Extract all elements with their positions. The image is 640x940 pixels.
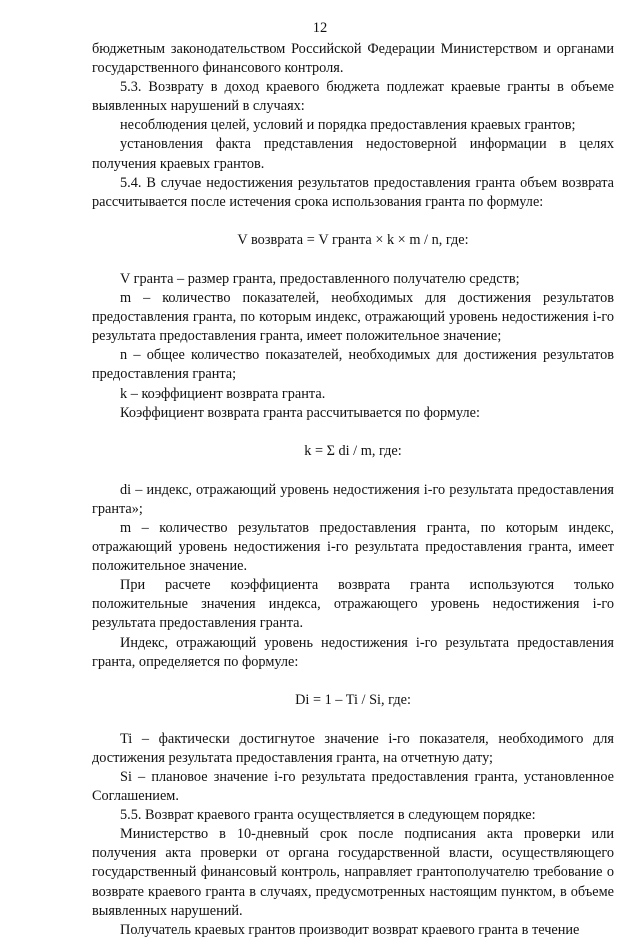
paragraph-index-intro: Индекс, отражающий уровень недостижения i-го результата предоставления гранта, определяется по формуле:: [92, 634, 614, 670]
definition-k: k – коэффициент возврата гранта.: [120, 385, 326, 402]
paragraph-coefficient-intro: Коэффициент возврата гранта рассчитывается по формуле:: [120, 404, 480, 421]
definition-ti: Ti – фактически достигнутое значение i-го показателя, необходимого для достижения результата предоставления гранта, на отчетную дату;: [92, 730, 614, 766]
paragraph-5-5: 5.5. Возврат краевого гранта осуществляется в следующем порядке:: [120, 807, 536, 824]
paragraph-positive-values: При расчете коэффициента возврата гранта используются только положительные значения индекса, отражающего уровень недостижения i-го результата предоставления гранта.: [92, 577, 614, 632]
paragraph-5-3: 5.3. Возврату в доход краевого бюджета подлежат краевые гранты в объеме выявленных нарушений в случаях:: [92, 79, 614, 115]
formula-index: Di = 1 – Ti / Si, где:: [295, 691, 411, 708]
paragraph-continuation: бюджетным законодательством Российской Федерации Министерством и органами государственного финансового контроля.: [92, 41, 614, 77]
definition-n: n – общее количество показателей, необходимых для достижения результатов предоставления гранта;: [92, 347, 614, 383]
definition-m: m – количество показателей, необходимых для достижения результатов предоставления гранта, по которым индекс, отражающий уровень недостижения i-го результата предоставления гранта, имеет положительное значение;: [92, 290, 614, 345]
definition-v-grant: V гранта – размер гранта, предоставленного получателю средств;: [120, 270, 520, 287]
paragraph-recipient-return: Получатель краевых грантов производит возврат краевого гранта в течение: [120, 921, 580, 938]
list-item-violation-conditions: несоблюдения целей, условий и порядка предоставления краевых грантов;: [120, 117, 576, 134]
document-body: [92, 40, 614, 940]
page-number: 12: [312, 20, 328, 36]
formula-return-volume: V возврата = V гранта × k × m / n, где:: [237, 231, 469, 248]
definition-si: Si – плановое значение i-го результата предоставления гранта, установленное Соглашением.: [92, 769, 614, 805]
formula-coefficient: k = Σ di / m, где:: [304, 442, 402, 459]
paragraph-5-4: 5.4. В случае недостижения результатов предоставления гранта объем возврата рассчитывается после истечения срока использования гранта по формуле:: [92, 174, 614, 210]
paragraph-ministry-procedure: Министерство в 10-дневный срок после подписания акта проверки или получения акта проверки от органа государственной власти, осуществляющего государственный финансовый контроль, направляет грантополучателю требование о возврате краевого гранта в случаях, предусмотренных настоящим пунктом, в объеме выявленных нарушений.: [92, 826, 614, 919]
definition-di: di – индекс, отражающий уровень недостижения i-го результата предоставления гранта»;: [92, 481, 614, 517]
list-item-false-info: установления факта представления недостоверной информации в целях получения краевых грантов.: [92, 136, 614, 172]
definition-m-results: m – количество результатов предоставления гранта, по которым индекс, отражающий уровень недостижения i-го результата предоставления гранта, имеет положительное значение.: [92, 519, 614, 575]
